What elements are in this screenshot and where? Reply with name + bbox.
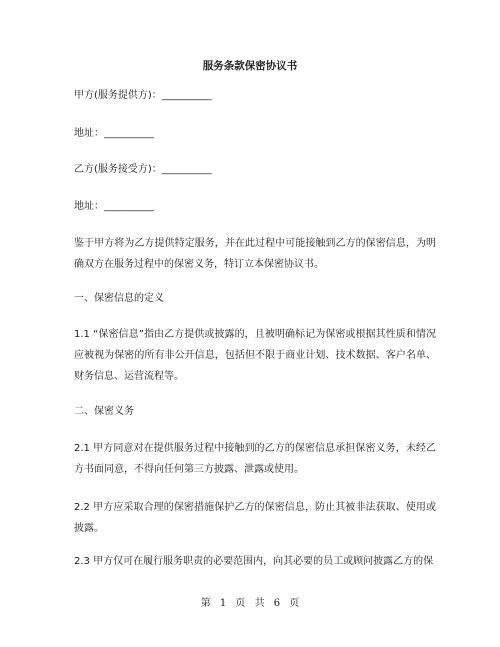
clause-2-3: 2.3 甲方仅可在履行服务职责的必要范围内，向其必要的员工或顾问披露乙方的保 bbox=[74, 556, 434, 567]
page-number-footer: 第 1 页 共 6 页 bbox=[200, 598, 300, 609]
section-1-heading: 一、保密信息的定义 bbox=[74, 293, 164, 304]
section-2-heading: 二、保密义务 bbox=[74, 406, 134, 417]
clause-2-2: 2.2 甲方应采取合理的保密措施保护乙方的保密信息，防止其被非法获取、使用或披露。 bbox=[74, 502, 436, 534]
preamble-paragraph: 鉴于甲方将为乙方提供特定服务，并在此过程中可能接触到乙方的保密信息，为明确双方在服务过程中的保密义务，特订立本保密协议书。 bbox=[74, 238, 436, 270]
document-title: 服务条款保密协议书 bbox=[202, 60, 298, 72]
party-a-address-field: 地址：__________ bbox=[74, 128, 154, 139]
clause-1-1: 1.1 “保密信息”指由乙方提供或披露的，且被明确标记为保密或根据其性质和情况应被视为保密的所有非公开信息，包括但不限于商业计划、技术数据、客户名单、财务信息、运营流程等。 bbox=[74, 329, 436, 382]
party-a-field: 甲方(服务提供方)：__________ bbox=[74, 90, 212, 101]
clause-2-1: 2.1 甲方同意对在提供服务过程中接触到的乙方的保密信息承担保密义务，未经乙方书面同意，不得向任何第三方披露、泄露或使用。 bbox=[74, 443, 436, 475]
party-b-field: 乙方(服务接受方)：__________ bbox=[74, 164, 212, 175]
party-b-address-field: 地址：__________ bbox=[74, 201, 154, 212]
